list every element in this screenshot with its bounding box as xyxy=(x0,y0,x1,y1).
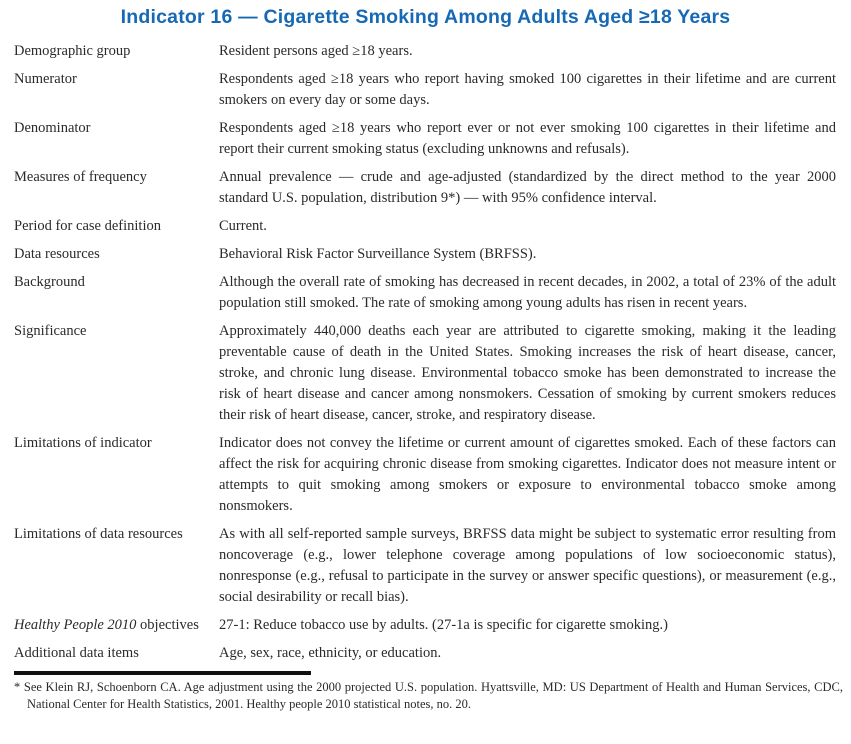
row-value: Approximately 440,000 deaths each year are attributed to cigarette smoking, making it the leading preventable cause of death in the United States. Smoking increases the risk of heart disease, cancer, stroke, and chronic lung disease. Environmental tobacco smoke has been demonstrated to increase the risk of heart disease and cancer among nonsmokers. Cessation of smoking by current smokers reduces their risk of heart disease, cancer, stroke, and respiratory disease. xyxy=(219,323,836,423)
row-value: Current. xyxy=(219,218,267,234)
row-value: As with all self-reported sample surveys, BRFSS data might be subject to systematic error resulting from noncoverage (e.g., lower telephone coverage among populations of low socioeconomic status), nonresponse (e.g., refusal to participate in the survey or answer specific questions), or measurement (e.g., social desirability or recall bias). xyxy=(219,526,836,605)
row-label-text: Measures of frequency xyxy=(14,169,147,185)
table-row xyxy=(0,433,851,517)
row-label-text: Period for case definition xyxy=(14,218,161,234)
row-value: Behavioral Risk Factor Surveillance System (BRFSS). xyxy=(219,246,537,262)
table-row xyxy=(0,615,851,636)
row-label-text: Significance xyxy=(14,323,87,339)
page-title: Indicator 16 — Cigarette Smoking Among Adults Aged ≥18 Years xyxy=(120,6,731,28)
table-row xyxy=(0,41,851,62)
row-label xyxy=(0,69,219,111)
table-row xyxy=(0,272,851,314)
footnote: * See Klein RJ, Schoenborn CA. Age adjustment using the 2000 projected U.S. population. Hyattsville, MD: US Department of Health and Human Services, CDC, National Center for Health Statistics, 2001. Healthy people 2010 statistical notes, no. 20. xyxy=(14,680,843,711)
row-label-text: Additional data items xyxy=(14,645,139,661)
row-value: Respondents aged ≥18 years who report ever or not ever smoking 100 cigarettes in their lifetime and report their current smoking status (excluding unknowns and refusals). xyxy=(219,120,836,157)
row-label-text: Denominator xyxy=(14,120,91,136)
table-row xyxy=(0,216,851,237)
row-label-text: Limitations of data resources xyxy=(14,526,183,542)
row-label xyxy=(0,118,219,160)
table-row xyxy=(0,167,851,209)
table-row xyxy=(0,118,851,160)
row-label xyxy=(0,615,219,636)
row-label-italic: Healthy People 2010 xyxy=(14,617,137,633)
table-row xyxy=(0,643,851,664)
table-row xyxy=(0,321,851,426)
table-row xyxy=(0,244,851,265)
row-label xyxy=(0,433,219,517)
row-label-text: Limitations of indicator xyxy=(14,435,152,451)
row-value: 27-1: Reduce tobacco use by adults. (27-1a is specific for cigarette smoking.) xyxy=(219,617,668,633)
row-label xyxy=(0,244,219,265)
row-value: Age, sex, race, ethnicity, or education. xyxy=(219,645,442,661)
row-label-text: Background xyxy=(14,274,85,290)
row-value: Respondents aged ≥18 years who report having smoked 100 cigarettes in their lifetime and are current smokers on every day or some days. xyxy=(219,71,836,108)
row-label xyxy=(0,216,219,237)
row-label xyxy=(0,272,219,314)
row-value: Indicator does not convey the lifetime or current amount of cigarettes smoked. Each of these factors can affect the risk for acquiring chronic disease from smoking cigarettes. Indicator does not measure intent or attempts to quit smoking among smokers or exposure to environmental tobacco smoke among nonsmokers. xyxy=(219,435,836,514)
row-value: Resident persons aged ≥18 years. xyxy=(219,43,413,59)
row-label-text: Numerator xyxy=(14,71,77,87)
row-label-text: Demographic group xyxy=(14,43,131,59)
row-value: Although the overall rate of smoking has decreased in recent decades, in 2002, a total of 23% of the adult population still smoked. The rate of smoking among young adults has risen in recent years. xyxy=(219,274,836,311)
row-label xyxy=(0,524,219,608)
table-row xyxy=(0,69,851,111)
row-label-text: Data resources xyxy=(14,246,100,262)
table-row xyxy=(0,524,851,608)
row-value: Annual prevalence — crude and age-adjusted (standardized by the direct method to the year 2000 standard U.S. population, distribution 9*) — with 95% confidence interval. xyxy=(219,169,836,206)
indicator-definition-table xyxy=(0,41,851,664)
row-label-text: objectives xyxy=(136,617,199,633)
row-label xyxy=(0,167,219,209)
table-bottom-rule xyxy=(14,671,311,675)
row-label xyxy=(0,321,219,426)
row-label xyxy=(0,41,219,62)
row-label xyxy=(0,643,219,664)
